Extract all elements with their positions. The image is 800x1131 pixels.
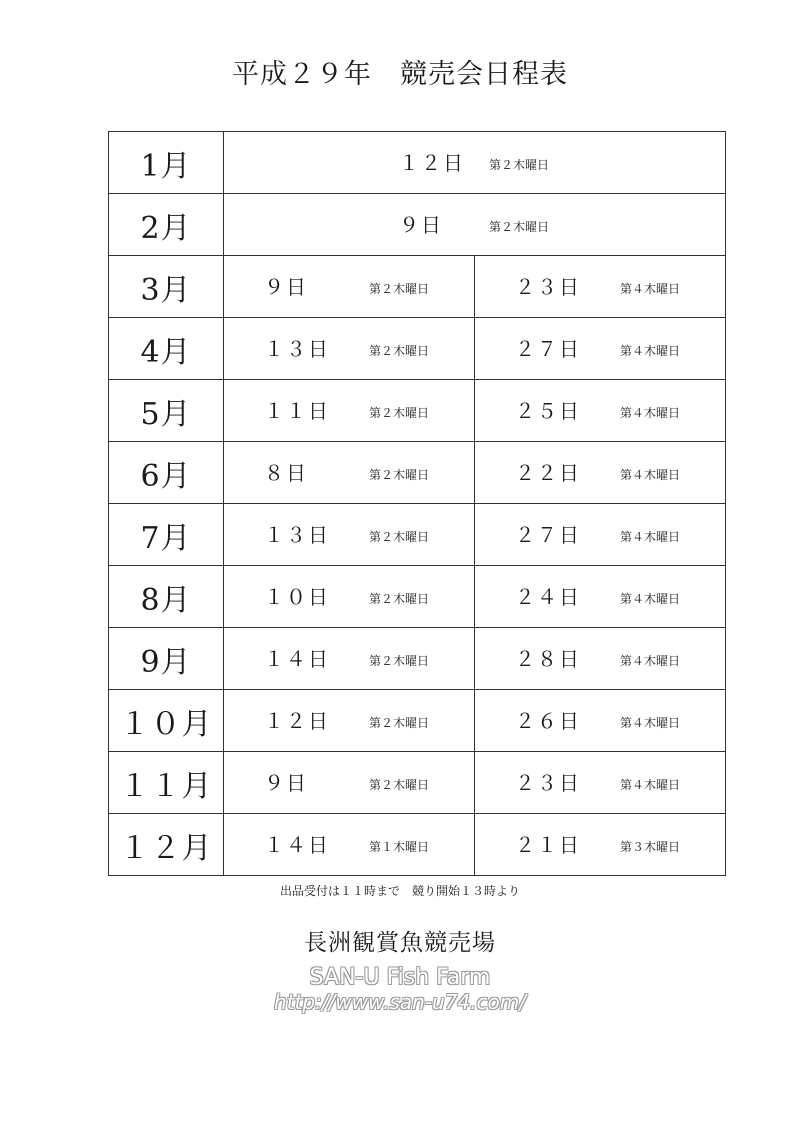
weekday-label: 第２木曜日	[369, 405, 430, 420]
weekday-label: 第４木曜日	[620, 405, 681, 420]
auction-day: ８日	[264, 460, 308, 485]
month-label: 7月	[109, 504, 224, 566]
auction-day: ２５日	[515, 398, 581, 423]
month-label: 6月	[109, 442, 224, 504]
auction-date-cell	[475, 318, 726, 380]
auction-day: １１日	[264, 398, 330, 423]
weekday-label: 第４木曜日	[620, 343, 681, 358]
weekday-label: 第３木曜日	[620, 839, 681, 854]
auction-date-cell	[224, 442, 475, 504]
weekday-label: 第４木曜日	[620, 281, 681, 296]
weekday-label: 第２木曜日	[489, 157, 550, 172]
auction-day: ９日	[264, 274, 308, 299]
auction-day: ２３日	[515, 274, 581, 299]
auction-day: ２４日	[515, 584, 581, 609]
auction-date-cell	[224, 566, 475, 628]
schedule-row	[109, 318, 726, 380]
schedule-row	[109, 132, 726, 194]
auction-date-cell	[475, 442, 726, 504]
auction-date-cell	[224, 814, 475, 876]
auction-day: ２８日	[515, 646, 581, 671]
auction-date-cell	[224, 380, 475, 442]
schedule-row	[109, 628, 726, 690]
auction-day: ２７日	[515, 336, 581, 361]
weekday-label: 第４木曜日	[620, 529, 681, 544]
schedule-row	[109, 442, 726, 504]
month-label: 8月	[109, 566, 224, 628]
schedule-row	[109, 194, 726, 256]
auction-day: ２１日	[515, 832, 581, 857]
auction-day: １３日	[264, 522, 330, 547]
auction-date-cell	[475, 380, 726, 442]
auction-day: ２６日	[515, 708, 581, 733]
weekday-label: 第２木曜日	[369, 529, 430, 544]
schedule-table	[108, 131, 726, 876]
weekday-label: 第２木曜日	[489, 219, 550, 234]
month-label: 9月	[109, 628, 224, 690]
auction-date-cell	[224, 132, 726, 194]
auction-date-cell	[475, 504, 726, 566]
auction-date-cell	[475, 256, 726, 318]
auction-day: １０日	[264, 584, 330, 609]
auction-day: ２３日	[515, 770, 581, 795]
weekday-label: 第４木曜日	[620, 715, 681, 730]
auction-date-cell	[475, 814, 726, 876]
auction-day: １４日	[264, 646, 330, 671]
month-label: 4月	[109, 318, 224, 380]
schedule-row	[109, 752, 726, 814]
month-label: 5月	[109, 380, 224, 442]
auction-date-cell	[224, 318, 475, 380]
weekday-label: 第２木曜日	[369, 467, 430, 482]
auction-date-cell	[224, 504, 475, 566]
weekday-label: 第４木曜日	[620, 777, 681, 792]
page-title: 平成２９年 競売会日程表	[232, 59, 568, 90]
schedule-row	[109, 256, 726, 318]
auction-date-cell	[224, 194, 726, 256]
auction-day: ２２日	[515, 460, 581, 485]
reception-note: 出品受付は１１時まで 競り開始１３時より	[279, 884, 520, 898]
auction-day: ９日	[399, 212, 443, 237]
auction-date-cell	[224, 752, 475, 814]
organization-name: 長洲観賞魚競売場	[304, 930, 496, 956]
auction-date-cell	[224, 628, 475, 690]
schedule-row	[109, 814, 726, 876]
month-label: １０月	[109, 690, 224, 752]
auction-date-cell	[475, 752, 726, 814]
weekday-label: 第２木曜日	[369, 777, 430, 792]
watermark-name: SAN-U Fish Farm	[309, 965, 491, 990]
month-label: １１月	[109, 752, 224, 814]
auction-date-cell	[475, 566, 726, 628]
auction-date-cell	[475, 628, 726, 690]
weekday-label: 第４木曜日	[620, 467, 681, 482]
auction-date-cell	[475, 690, 726, 752]
weekday-label: 第１木曜日	[369, 839, 430, 854]
weekday-label: 第４木曜日	[620, 591, 681, 606]
schedule-row	[109, 380, 726, 442]
auction-day: １４日	[264, 832, 330, 857]
weekday-label: 第２木曜日	[369, 715, 430, 730]
weekday-label: 第４木曜日	[620, 653, 681, 668]
schedule-row	[109, 690, 726, 752]
weekday-label: 第２木曜日	[369, 343, 430, 358]
auction-day: ２７日	[515, 522, 581, 547]
auction-day: １２日	[264, 708, 330, 733]
month-label: 3月	[109, 256, 224, 318]
schedule-row	[109, 566, 726, 628]
auction-day: １３日	[264, 336, 330, 361]
weekday-label: 第２木曜日	[369, 653, 430, 668]
auction-day: ９日	[264, 770, 308, 795]
month-label: 2月	[109, 194, 224, 256]
auction-date-cell	[224, 690, 475, 752]
month-label: 1月	[109, 132, 224, 194]
auction-day: １２日	[399, 150, 465, 175]
auction-date-cell	[224, 256, 475, 318]
weekday-label: 第２木曜日	[369, 591, 430, 606]
month-label: １２月	[109, 814, 224, 876]
weekday-label: 第２木曜日	[369, 281, 430, 296]
watermark-url: http://www.san-u74.com/	[274, 990, 526, 1014]
schedule-row	[109, 504, 726, 566]
